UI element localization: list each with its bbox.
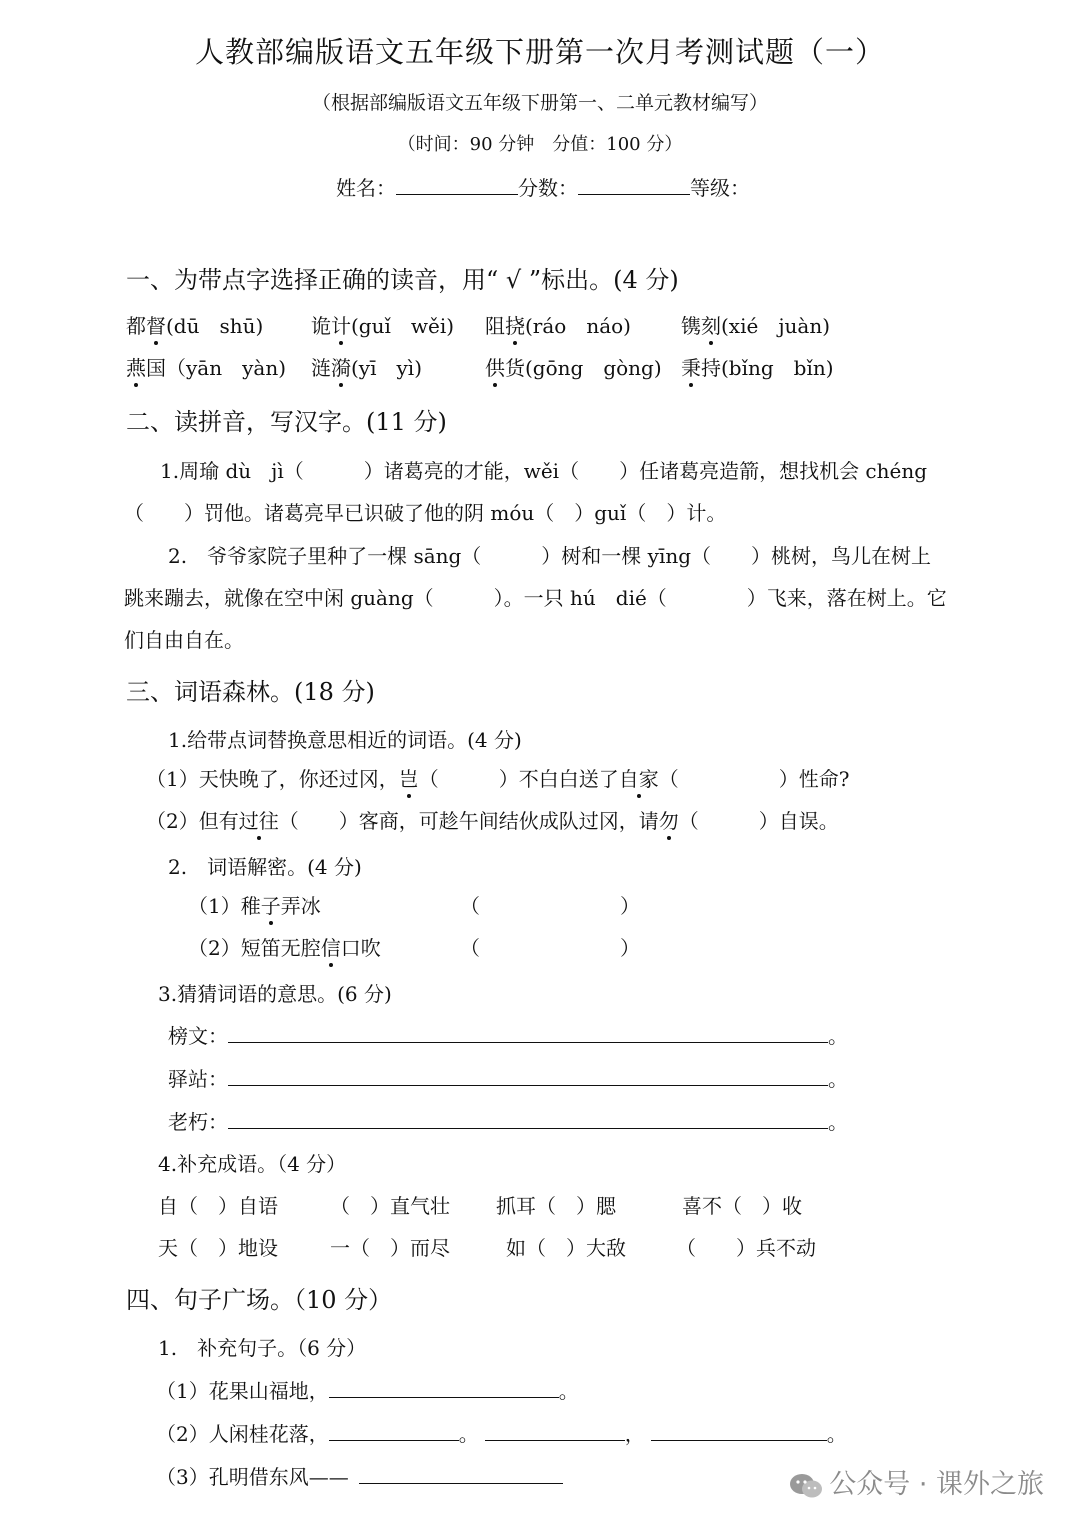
- section4-line2: （2）人闲桂花落， 。 ， 。: [156, 1422, 847, 1446]
- answer-line[interactable]: [651, 1420, 827, 1441]
- section3-q3-item: 驿站： 。: [168, 1067, 848, 1091]
- answer-line[interactable]: [228, 1108, 828, 1129]
- name-blank[interactable]: [396, 174, 518, 195]
- page-subtitle: （根据部编版语文五年级下册第一、二单元教材编写）: [311, 92, 768, 114]
- answer-line[interactable]: [329, 1377, 559, 1398]
- answer-paren[interactable]: （ ）: [460, 936, 640, 960]
- section4-q1-title: 1. 补充句子。（6 分）: [158, 1336, 367, 1360]
- idiom-item: 自（ ）自语: [158, 1194, 278, 1218]
- section2-line2: （ ）罚他。诸葛亮早已识破了他的阴 móu（ ）guǐ（ ）计。: [124, 501, 727, 525]
- section3-q1-line1: （1）天快晚了，你还过冈，岂（ ）不白白送了自家（ ）性命?: [146, 767, 850, 791]
- section3-q1-line2: （2）但有过往（ ）客商，可趁午间结伙成队过冈，请勿（ ）自误。: [146, 809, 839, 833]
- section3-q2-line1: （1）稚子弄冰: [188, 894, 321, 918]
- section2-line4: 跳来蹦去，就像在空中闲 guàng（ ）。一只 hú dié（ ）飞来，落在树上。它: [124, 586, 947, 610]
- section3-q1-title: 1.给带点词替换意思相近的词语。(4 分): [168, 728, 522, 752]
- watermark: [789, 1462, 1044, 1501]
- idiom-item: 喜不（ ）收: [682, 1194, 802, 1218]
- section3-q3-title: 3.猜猜词语的意思。(6 分): [158, 982, 392, 1006]
- section4-line1: （1）花果山福地， 。: [156, 1379, 579, 1403]
- section1-row1: [126, 310, 830, 339]
- score-blank[interactable]: [578, 174, 690, 195]
- answer-paren[interactable]: （ ）: [460, 894, 640, 918]
- pinyin-item: 诡计(guǐ wěi): [311, 314, 455, 338]
- answer-line[interactable]: [228, 1022, 828, 1043]
- page-title: 人教部编版语文五年级下册第一次月考测试题（一）: [194, 35, 885, 69]
- time-info: （时间：90 分钟 分值：100 分）: [397, 134, 683, 155]
- section4-heading: 四、句子广场。（10 分）: [126, 1286, 393, 1314]
- section3-q4-title: 4.补充成语。（4 分）: [158, 1152, 347, 1176]
- section3-q2-line2: （2）短笛无腔信口吹: [188, 936, 381, 960]
- pinyin-item: 镌刻(xié juàn): [681, 314, 831, 338]
- answer-line[interactable]: [329, 1420, 459, 1441]
- name-label: 姓名：: [336, 176, 396, 200]
- pinyin-item: 都督(dū shū): [126, 314, 264, 338]
- section2-line5: 们自由自在。: [124, 628, 244, 652]
- idiom-item: 一（ ）而尽: [330, 1236, 450, 1260]
- section3-q3-item: 榜文： 。: [168, 1024, 848, 1048]
- student-info-row: [336, 172, 750, 201]
- idiom-item: （ ）兵不动: [676, 1236, 816, 1260]
- grade-label: 等级：: [690, 176, 750, 200]
- answer-line[interactable]: [359, 1463, 563, 1484]
- section3-q2-title: 2. 词语解密。(4 分): [168, 855, 362, 879]
- watermark-text: 公众号 · 课外之旅: [829, 1469, 1044, 1500]
- pinyin-item: 阻挠(ráo náo): [485, 314, 631, 338]
- section2-heading: 二、读拼音，写汉字。(11 分): [126, 408, 447, 436]
- pinyin-item: 涟漪(yī yì): [311, 356, 422, 380]
- score-label: 分数：: [518, 176, 578, 200]
- idiom-row: [158, 1232, 816, 1261]
- pinyin-item: 秉持(bǐng bǐn): [681, 356, 834, 380]
- wechat-icon: [789, 1472, 823, 1500]
- section3-q3-item: 老朽： 。: [168, 1110, 848, 1134]
- idiom-item: 如（ ）大敌: [506, 1236, 626, 1260]
- idiom-item: （ ）直气壮: [330, 1194, 450, 1218]
- section3-heading: 三、词语森林。(18 分): [126, 678, 375, 706]
- idiom-item: 天（ ）地设: [158, 1236, 278, 1260]
- idiom-item: 抓耳（ ）腮: [496, 1194, 616, 1218]
- answer-line[interactable]: [228, 1065, 828, 1086]
- idiom-row: [158, 1190, 802, 1219]
- pinyin-item: 燕国（yān yàn): [126, 356, 287, 380]
- section4-line3: （3）孔明借东风——: [156, 1461, 563, 1490]
- section2-line1: 1.周瑜 dù jì（ ）诸葛亮的才能，wěi（ ）任诸葛亮造箭，想找机会 chéng: [160, 459, 928, 483]
- pinyin-item: 供货(gōng gòng): [485, 356, 662, 380]
- section2-line3: 2. 爷爷家院子里种了一棵 sāng（ ）树和一棵 yīng（ ）桃树，鸟儿在树上: [168, 544, 932, 568]
- answer-line[interactable]: [485, 1420, 625, 1441]
- section1-row2: [126, 352, 834, 381]
- section1-heading: 一、为带点字选择正确的读音，用“ √ ”标出。(4 分): [126, 266, 679, 294]
